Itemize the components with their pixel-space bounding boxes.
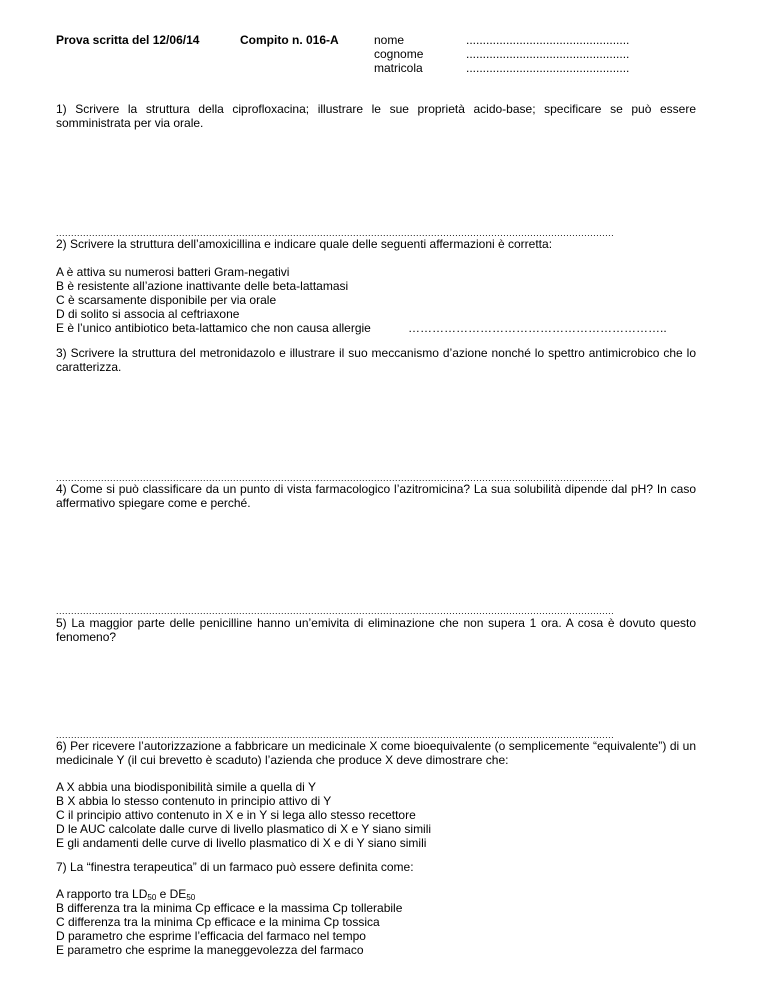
field-label-matricola: matricola bbox=[374, 61, 423, 75]
question-6: 6) Per ricevere l’autorizzazione a fabbricare un medicinale X come bioequivalente (o semplicemente “equivalente”) di un medicinale Y (il cui brevetto è scaduto) l’azienda che produce X deve dimostrare che: bbox=[56, 739, 696, 767]
question-6-options bbox=[56, 780, 696, 850]
field-dots-nome[interactable]: ................................................. bbox=[466, 33, 630, 47]
option-6b: B X abbia lo stesso contenuto in principio attivo di Y bbox=[56, 794, 332, 808]
separator-1: .......................................................................................................................................................................................... bbox=[56, 229, 615, 237]
question-2: 2) Scrivere la struttura dell’amoxicillina e indicare quale delle seguenti affermazioni è corretta: bbox=[56, 237, 553, 251]
separator-2: .......................................................................................................................................................................................... bbox=[56, 474, 615, 482]
option-7a bbox=[56, 887, 696, 901]
option-2d: D di solito si associa al ceftriaxone bbox=[56, 307, 240, 321]
option-7c: C differenza tra la minima Cp efficace e la minima Cp tossica bbox=[56, 915, 380, 929]
option-6a: A X abbia una biodisponibilità simile a quella di Y bbox=[56, 780, 316, 794]
option-7d: D parametro che esprime l’efficacia del farmaco nel tempo bbox=[56, 929, 366, 943]
question-3: 3) Scrivere la struttura del metronidazolo e illustrare il suo meccanismo d’azione nonché lo spettro antimicrobico che lo caratterizza. bbox=[56, 346, 696, 374]
question-7-options bbox=[56, 887, 696, 957]
option-7b: B differenza tra la minima Cp efficace e la massima Cp tollerabile bbox=[56, 901, 403, 915]
option-6d: D le AUC calcolate dalle curve di livello plasmatico di X e Y siano simili bbox=[56, 822, 432, 836]
compito-number: Compito n. 016-A bbox=[240, 33, 339, 47]
question-4: 4) Come si può classificare da un punto di vista farmacologico l’azitromicina? La sua solubilità dipende dal pH? In caso affermativo spiegare come e perché. bbox=[56, 482, 696, 510]
question-1: 1) Scrivere la struttura della ciprofloxacina; illustrare le sue proprietà acido-base; specificare se può essere somministrata per via orale. bbox=[56, 102, 696, 130]
option-7a-prefix: A rapporto tra LD bbox=[56, 887, 148, 901]
option-2b: B è resistente all’azione inattivante delle beta-lattamasi bbox=[56, 279, 349, 293]
question-7: 7) La “finestra terapeutica” di un farmaco può essere definita come: bbox=[56, 860, 414, 874]
answer-dots-2[interactable]: ……………………………………………………….. bbox=[408, 321, 667, 335]
option-7a-mid: e DE bbox=[156, 887, 187, 901]
separator-4: .......................................................................................................................................................................................... bbox=[56, 731, 615, 739]
option-2a: A è attiva su numerosi batteri Gram-negativi bbox=[56, 265, 290, 279]
field-label-nome: nome bbox=[374, 33, 405, 47]
option-7a-sub2: 50 bbox=[186, 893, 196, 902]
field-dots-matricola[interactable]: ................................................. bbox=[466, 61, 630, 75]
option-7e: E parametro che esprime la maneggevolezza del farmaco bbox=[56, 943, 364, 957]
option-7a-sub1: 50 bbox=[147, 893, 157, 902]
option-6c: C il principio attivo contenuto in X e in Y si lega allo stesso recettore bbox=[56, 808, 416, 822]
option-2c: C è scarsamente disponibile per via orale bbox=[56, 293, 277, 307]
field-label-cognome: cognome bbox=[374, 47, 424, 61]
separator-3: .......................................................................................................................................................................................... bbox=[56, 607, 615, 615]
option-6e: E gli andamenti delle curve di livello plasmatico di X e di Y siano simili bbox=[56, 836, 427, 850]
exam-title: Prova scritta del 12/06/14 bbox=[56, 33, 200, 47]
option-2e: E è l’unico antibiotico beta-lattamico che non causa allergie bbox=[56, 321, 371, 335]
question-5: 5) La maggior parte delle penicilline hanno un’emivita di eliminazione che non supera 1 ora. A cosa è dovuto questo fenomeno? bbox=[56, 616, 696, 644]
field-dots-cognome[interactable]: ................................................. bbox=[466, 47, 630, 61]
